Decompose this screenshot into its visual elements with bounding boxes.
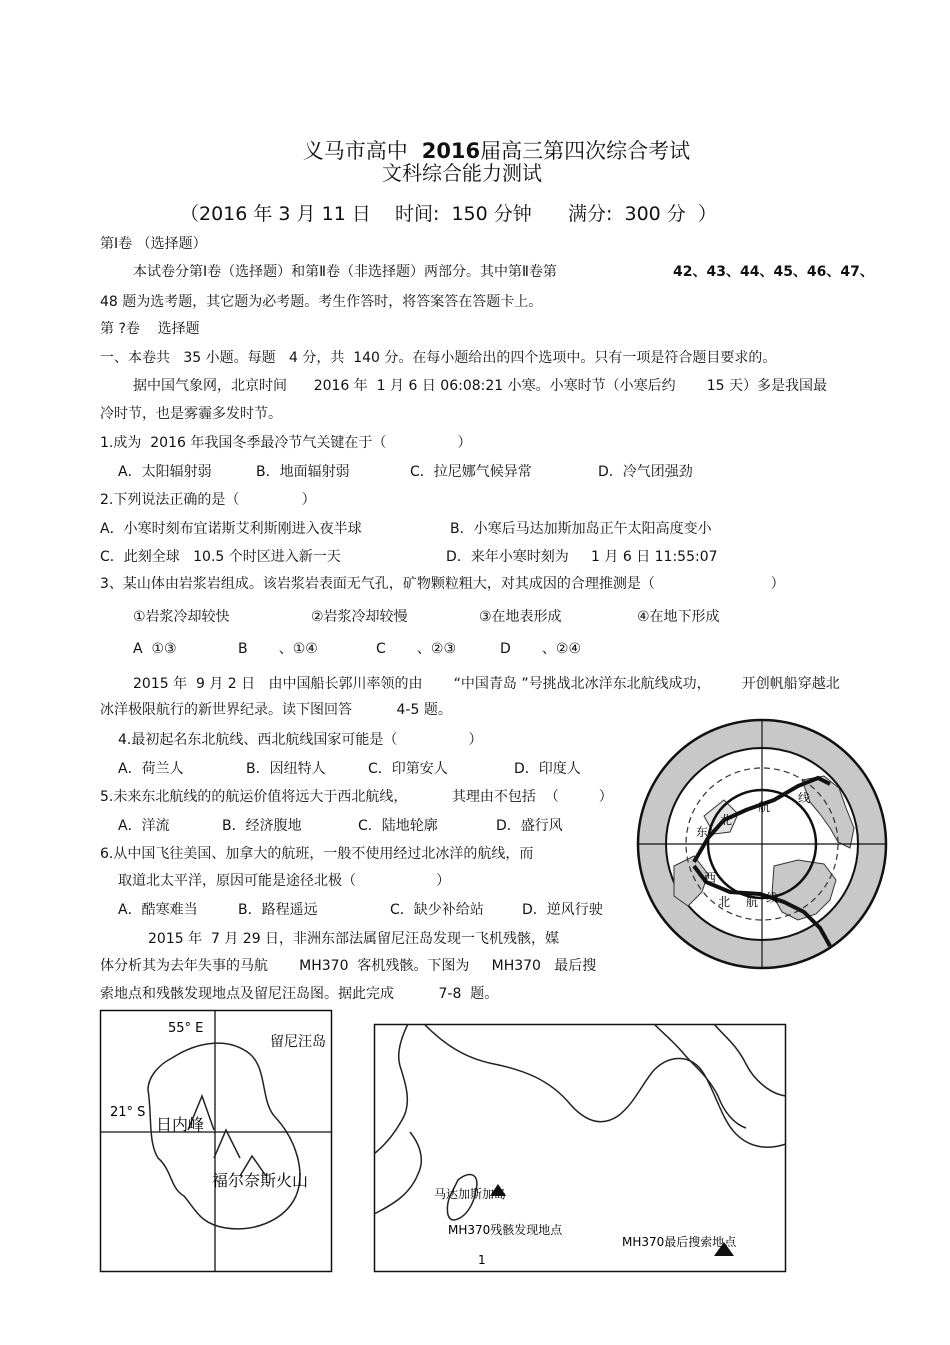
question-1-option-a: A．太阳辐射弱 — [118, 464, 212, 480]
question-3-statement-3: ③在地表形成 — [479, 609, 562, 625]
question-3-option-b: B 、①④ — [238, 641, 318, 657]
route-label-hang-2: 航 — [746, 895, 759, 909]
question-6-option-d: D．逆风行驶 — [522, 902, 603, 918]
passage-3-line-3: 索地点和残骸发现地点及留尼汪岛图。据此完成 7-8 题。 — [100, 986, 499, 1002]
question-3-option-a: A ①③ — [133, 641, 177, 657]
title-year: 2016 — [421, 139, 481, 163]
question-6-stem-line-1: 6.从中国飞往美国、加拿大的航班，一般不使用经过北冰洋的航线，而 — [100, 846, 534, 862]
question-1-option-c: C．拉尼娜气候异常 — [410, 464, 532, 480]
route-label-xian-1: 线 — [798, 791, 811, 805]
question-4-option-d: D．印度人 — [514, 761, 581, 777]
intro-line-2: 48 题为选考题，其它题为必考题。考生作答时，将答案答在答题卡上。 — [100, 294, 543, 310]
question-1-option-b: B．地面辐射弱 — [256, 464, 350, 480]
question-1-option-d: D．冷气团强劲 — [598, 464, 693, 480]
passage-2-line-1: 2015 年 9 月 2 日 由中国船长郭川率领的由 “中国青岛 ”号挑战北冰洋东北航线成功， 开创帆船穿越北 — [133, 676, 840, 692]
question-3-option-d: D 、②④ — [500, 641, 582, 657]
question-3-stem: 3、某山体由岩浆岩组成。该岩浆岩表面无气孔，矿物颗粒粗大，对其成因的合理推测是（ ） — [100, 576, 785, 592]
route-label-dong: 东 — [696, 825, 709, 839]
passage-3-line-1: 2015 年 7 月 29 日，非洲东部法属留尼汪岛发现一飞机残骸，媒 — [148, 931, 560, 947]
route-label-bei-2: 北 — [718, 895, 731, 909]
section-heading-2: 第 ?卷 选择题 — [100, 321, 200, 337]
passage-2-line-2: 冰洋极限航行的新世界纪录。读下图回答 4-5 题。 — [100, 702, 452, 718]
passage-1-line-2: 冷时节，也是雾霾多发时节。 — [100, 406, 282, 422]
arctic-route-map — [634, 716, 890, 972]
passage-1-line-1: 据中国气象网，北京时间 2016 年 1 月 6 日 06:08:21 小寒。小寒时节（小寒后约 15 天）多是我国最 — [133, 378, 828, 394]
question-4-option-b: B．因纽特人 — [246, 761, 326, 777]
title-school: 义马市高中 — [302, 139, 408, 163]
question-6-option-a: A．酷寒难当 — [118, 902, 198, 918]
question-6-option-c: C．缺少补给站 — [390, 902, 484, 918]
question-5-option-b: B．经济腹地 — [222, 818, 302, 834]
madagascar-label: 马达加斯加岛 — [434, 1187, 507, 1201]
island-label: 留尼汪岛 — [270, 1034, 326, 1050]
question-4-option-c: C．印第安人 — [368, 761, 448, 777]
route-label-hang-1: 航 — [758, 800, 771, 814]
latitude-label: 21° S — [110, 1105, 146, 1120]
last-search-label: MH370最后搜索地点 — [622, 1235, 737, 1249]
question-2-option-c: C．此刻全球 10.5 个时区进入新一天 — [100, 549, 341, 565]
question-3-option-c: C 、②③ — [376, 641, 457, 657]
indian-ocean-map — [374, 1024, 786, 1272]
question-5-option-a: A．洋流 — [118, 818, 170, 834]
exam-info: （2016 年 3 月 11 日 时间: 150 分钟 满分: 300 分 ） — [180, 203, 717, 225]
question-2-option-b: B．小寒后马达加斯加岛正午太阳高度变小 — [450, 521, 712, 537]
route-label-xi: 西 — [704, 871, 717, 885]
question-1-stem: 1.成为 2016 年我国冬季最冷节气关键在于（ ） — [100, 435, 472, 451]
question-2-stem: 2.下列说法正确的是（ ） — [100, 492, 316, 508]
question-3-statement-2: ②岩浆冷却较慢 — [311, 609, 408, 625]
section-heading-1: 第Ⅰ卷 （选择题） — [100, 236, 207, 252]
intro-line-1-numbers: 42、43、44、45、46、47、 — [673, 264, 874, 280]
route-label-xian-2: 线 — [766, 891, 779, 905]
route-label-bei-1: 北 — [720, 813, 733, 827]
question-4-option-a: A．荷兰人 — [118, 761, 184, 777]
reunion-island-map — [100, 1010, 332, 1272]
question-5-stem: 5.未来东北航线的的航运价值将远大于西北航线， 其理由不包括 （ ） — [100, 789, 613, 805]
question-3-statement-1: ①岩浆冷却较快 — [133, 609, 230, 625]
passage-3-line-2: 体分析其为去年失事的马航 MH370 客机残骸。下图为 MH370 最后搜 — [100, 958, 597, 974]
subtitle: 文科综合能力测试 — [382, 161, 542, 185]
question-4-stem: 4.最初起名东北航线、西北航线国家可能是（ ） — [118, 732, 483, 748]
debris-location-label: MH370残骸发现地点 — [448, 1223, 563, 1237]
question-2-option-d: D．来年小寒时刻为 1 月 6 日 11:55:07 — [446, 549, 718, 565]
longitude-label: 55° E — [168, 1021, 204, 1036]
volcano-label: 福尔奈斯火山 — [212, 1171, 309, 1190]
question-5-option-c: C．陆地轮廓 — [358, 818, 438, 834]
question-3-statement-4: ④在地下形成 — [637, 609, 720, 625]
title-rest: 届高三第四次综合考试 — [480, 139, 691, 163]
question-6-option-b: B．路程遥远 — [238, 902, 318, 918]
peak-label: 日内峰 — [156, 1115, 205, 1134]
page-number: 1 — [478, 1253, 486, 1267]
rule-text: 一、本卷共 35 小题。每题 4 分，共 140 分。在每小题给出的四个选项中。只有一项是符合题目要求的。 — [100, 350, 777, 366]
question-6-stem-line-2: 取道北太平洋，原因可能是途径北极（ ） — [118, 873, 451, 889]
question-2-option-a: A．小寒时刻布宜诺斯艾利斯刚进入夜半球 — [100, 521, 362, 537]
question-5-option-d: D．盛行风 — [496, 818, 563, 834]
intro-line-1: 本试卷分第Ⅰ卷（选择题）和第Ⅱ卷（非选择题）两部分。其中第Ⅱ卷第 — [133, 264, 557, 280]
